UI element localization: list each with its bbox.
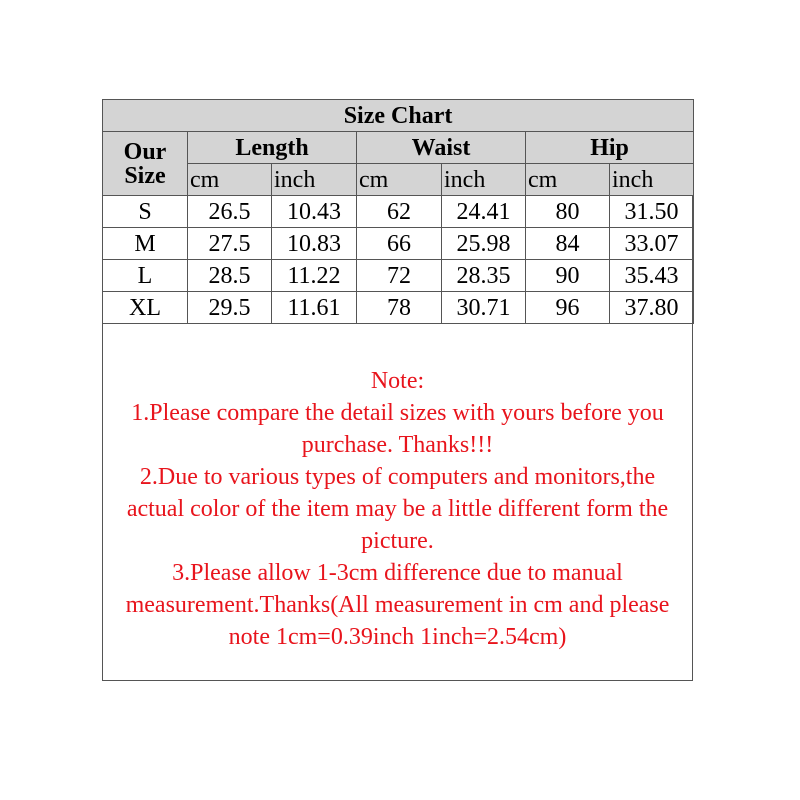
note-block	[103, 365, 692, 653]
hip-inch-value: 37.80	[610, 292, 694, 324]
table-row	[103, 196, 694, 228]
length-cm-header: cm	[188, 164, 272, 196]
waist-cm-header: cm	[357, 164, 442, 196]
hip-cm-value: 84	[526, 228, 610, 260]
note-line: 2.Due to various types of computers and monitors,the	[139, 464, 656, 490]
unit-header-row	[103, 164, 694, 196]
waist-inch-value: 25.98	[442, 228, 526, 260]
hip-header: Hip	[526, 132, 694, 164]
hip-cm-value: 96	[526, 292, 610, 324]
waist-inch-value: 24.41	[442, 196, 526, 228]
our-size-header-line-1: Our	[123, 138, 167, 165]
hip-cm-header: cm	[526, 164, 610, 196]
hip-cm-value: 90	[526, 260, 610, 292]
waist-cm-value: 62	[357, 196, 442, 228]
length-cm-value: 28.5	[188, 260, 272, 292]
size-label: M	[103, 228, 188, 260]
note-line: measurement.Thanks(All measurement in cm and please	[125, 592, 670, 618]
hip-cm-value: 80	[526, 196, 610, 228]
waist-header: Waist	[357, 132, 526, 164]
hip-inch-header: inch	[610, 164, 694, 196]
hip-inch-value: 31.50	[610, 196, 694, 228]
length-header: Length	[188, 132, 357, 164]
note-line: 1.Please compare the detail sizes with yours before you	[131, 400, 664, 426]
waist-cm-value: 72	[357, 260, 442, 292]
length-inch-header: inch	[272, 164, 357, 196]
note-heading: Note:	[370, 368, 425, 394]
length-inch-value: 10.43	[272, 196, 357, 228]
size-label: S	[103, 196, 188, 228]
size-label: XL	[103, 292, 188, 324]
length-cm-value: 29.5	[188, 292, 272, 324]
length-inch-value: 10.83	[272, 228, 357, 260]
waist-inch-header: inch	[442, 164, 526, 196]
note-line: actual color of the item may be a little different form the	[126, 496, 669, 522]
length-cm-value: 26.5	[188, 196, 272, 228]
length-inch-value: 11.22	[272, 260, 357, 292]
note-line: 3.Please allow 1-3cm difference due to manual	[172, 560, 623, 586]
note-line: picture.	[361, 528, 434, 554]
length-cm-value: 27.5	[188, 228, 272, 260]
group-header-row	[103, 132, 694, 164]
our-size-header-line-2: Size	[124, 162, 166, 189]
table-row	[103, 260, 694, 292]
size-chart-table	[102, 99, 694, 324]
our-size-header	[103, 132, 188, 196]
length-inch-value: 11.61	[272, 292, 357, 324]
waist-cm-value: 66	[357, 228, 442, 260]
size-chart-sheet	[102, 99, 693, 681]
table-row	[103, 228, 694, 260]
note-line: purchase. Thanks!!!	[301, 432, 494, 458]
title-row	[103, 100, 694, 132]
note-line: note 1cm=0.39inch 1inch=2.54cm)	[228, 624, 567, 650]
hip-inch-value: 33.07	[610, 228, 694, 260]
waist-cm-value: 78	[357, 292, 442, 324]
hip-inch-value: 35.43	[610, 260, 694, 292]
size-chart-title: Size Chart	[103, 100, 694, 132]
table-row	[103, 292, 694, 324]
size-label: L	[103, 260, 188, 292]
waist-inch-value: 28.35	[442, 260, 526, 292]
waist-inch-value: 30.71	[442, 292, 526, 324]
